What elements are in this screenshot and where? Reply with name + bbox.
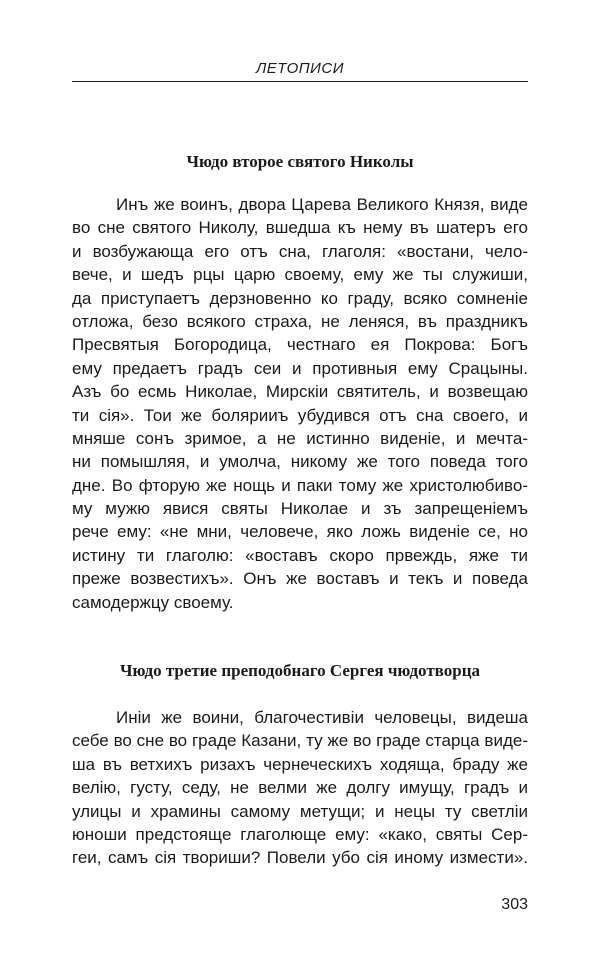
section-paragraph-miracle-two (72, 193, 528, 614)
section-heading-miracle-three: Чюдо третие преподобнаго Сергея чюдотворца (119, 661, 480, 680)
text-line: улицы и храмины самому метущи; и нецы ту светліи (72, 801, 528, 821)
text-line: дне. Во фторую же нощь и паки тому же христолюбиво- (72, 475, 528, 495)
text-line: Азъ бо есмь Николае, Мирскіи святитель, и возвещаю (72, 382, 528, 402)
text-line: да приступаетъ дерзновенно ко граду, всяко сомненіе (72, 288, 528, 308)
running-head: ЛЕТОПИСИ (256, 60, 344, 77)
text-line: Инъ же воинъ, двора Царева Великого Князя, виде (116, 195, 528, 214)
text-line: Иніи же воини, благочестивіи человецы, видеша (116, 708, 528, 727)
text-line: истину ти глаголю: «воставъ скоро првеждь, яже ти (72, 545, 528, 565)
section-paragraph-miracle-three (72, 706, 528, 870)
text-line: му мужю явися святы Николае и зъ запрещеніемъ (72, 499, 528, 519)
text-line: Пресвятыя Богородица, честнаго ея Покрова: Богъ (72, 335, 528, 355)
text-line: себе во сне во граде Казани, ту же во граде старца виде- (72, 731, 528, 751)
text-line: самодержцу своему. (72, 592, 234, 612)
text-line: юноши предстоящe глаголюще ему: «како, святы Сер- (72, 824, 528, 844)
text-line: ни помышляя, и умолча, никому же того поведа того (72, 452, 528, 472)
text-line: ти сія». Тои же болярииъ убудився отъ сна своего, и (72, 405, 528, 425)
text-line: во сне святого Николу, вшедша къ нему въ шатеръ его (72, 218, 528, 238)
page-number: 303 (501, 896, 528, 913)
text-line: геи, самъ сія твориши? Повели убо сія иному измести». (72, 848, 528, 868)
text-line: преже возвестихъ». Онъ же воставъ и текъ и поведа (72, 569, 528, 589)
section-heading-miracle-two: Чюдо второе святого Николы (186, 152, 414, 171)
text-line: отложа, безо всякого страха, не леняся, въ праздникъ (72, 311, 528, 331)
text-line: и возбужающа его отъ сна, глаголя: «востани, чело- (72, 241, 528, 261)
header-rule (72, 81, 528, 82)
text-line: ша въ ветхихъ ризахъ чернеческихъ ходяща, браду же (72, 754, 528, 774)
text-line: велію, густу, седу, не велми же долгу имущу, градъ и (72, 778, 528, 798)
text-line: рече ему: «не мни, человече, яко ложь виденіе се, но (72, 522, 528, 542)
text-line: вече, и шедъ рцы царю своему, ему же ты служиши, (72, 265, 528, 285)
text-line: ему предаетъ градъ сеи и противныя ему Срацыны. (72, 358, 528, 378)
text-line: мняше сонъ зримое, а не истинно виденіе, и мечта- (72, 428, 528, 448)
